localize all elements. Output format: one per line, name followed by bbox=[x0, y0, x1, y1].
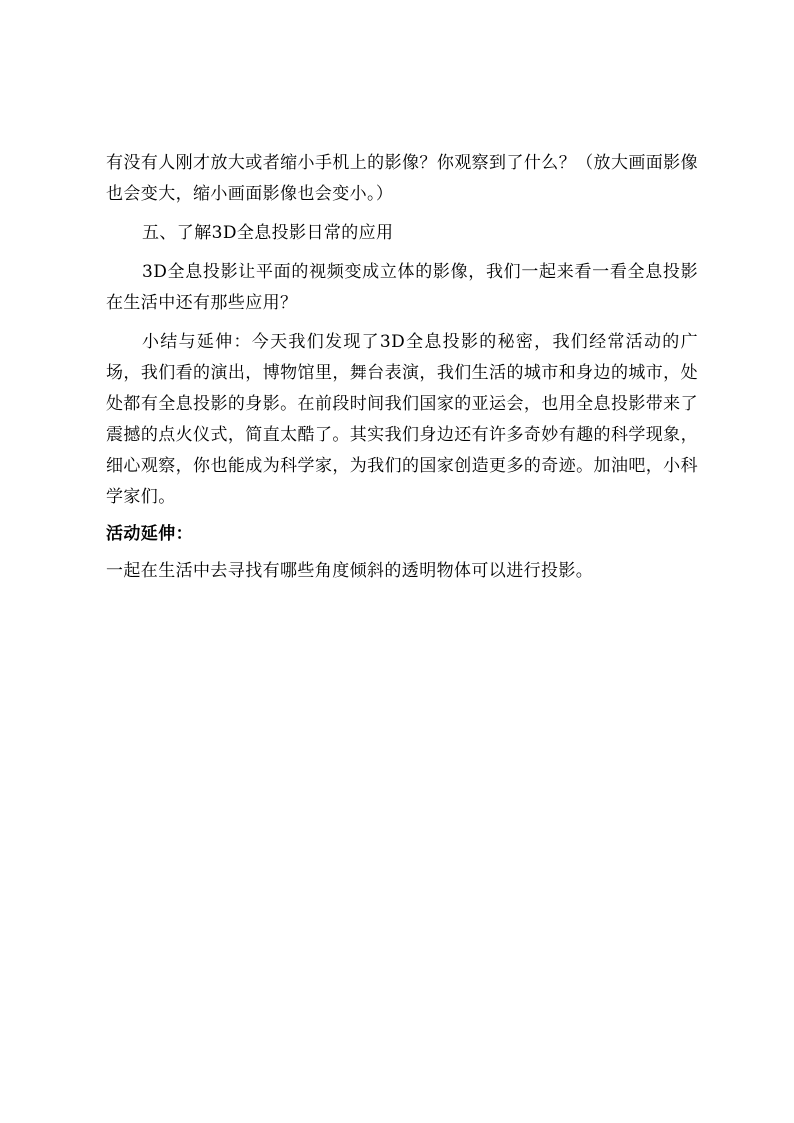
activity-extension-heading: 活动延伸： bbox=[106, 524, 193, 544]
section-five-title: 五、了解3D全息投影日常的应用 bbox=[142, 223, 394, 243]
paragraph-summary: 小结与延伸：今天我们发现了3D全息投影的秘密，我们经常活动的广场，我们看的演出，博物馆里，舞台表演，我们生活的城市和身边的城市，处处都有全息投影的身影。在前段时间我们国家的亚运会，也用全息投影带来了震撼的点火仪式，简直太酷了。其实我们身边还有许多奇妙有趣的科学现象，细心观察，你也能成为科学家，为我们的国家创造更多的奇迹。加油吧，小科学家们。 bbox=[106, 332, 698, 507]
paragraph-observation: 有没有人刚才放大或者缩小手机上的影像？你观察到了什么？（放大画面影像也会变大，缩小画面影像也会变小。） bbox=[106, 153, 698, 204]
document-body bbox=[106, 148, 698, 587]
paragraph-3d-hologram-intro: 3D全息投影让平面的视频变成立体的影像，我们一起来看一看全息投影在生活中还有那些应用？ bbox=[106, 262, 698, 313]
paragraph-activity-extension: 一起在生活中去寻找有哪些角度倾斜的透明物体可以进行投影。 bbox=[106, 561, 594, 581]
